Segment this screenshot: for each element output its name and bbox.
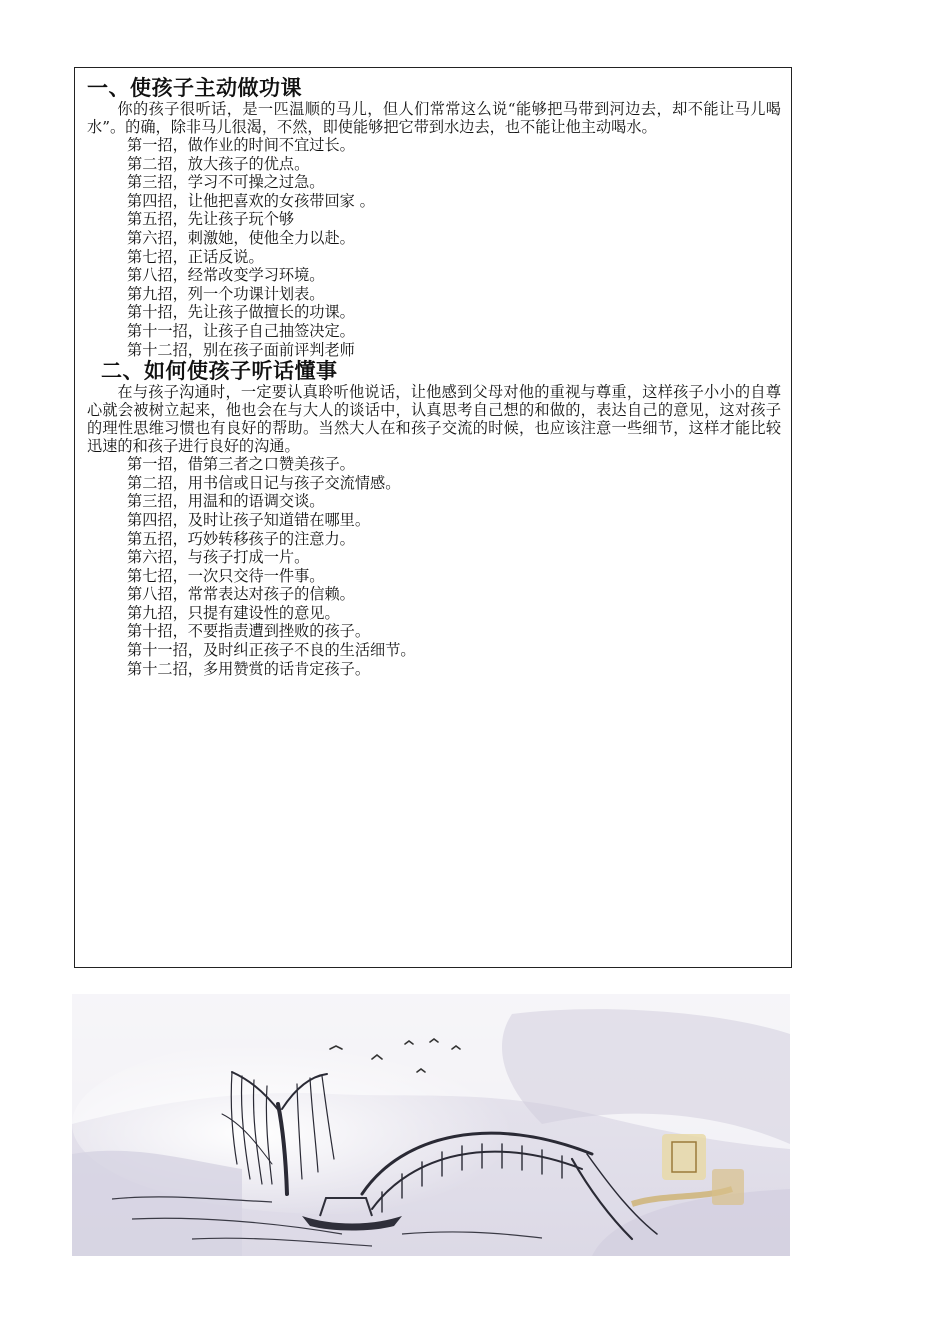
tip-item: 第一招，借第三者之口赞美孩子。 [127, 455, 355, 474]
tip-item: 第二招，用书信或日记与孩子交流情感。 [127, 473, 401, 492]
section1-title: 一、使孩子主动做功课 [87, 76, 302, 100]
tip-item: 第二招，放大孩子的优点。 [127, 154, 310, 173]
tip-item: 第四招，让他把喜欢的女孩带回家 。 [127, 191, 375, 210]
tip-item: 第十一招，及时纠正孩子不良的生活细节。 [127, 641, 416, 660]
tip-item: 第一招，做作业的时间不宜过长。 [127, 136, 355, 154]
tip-item: 第六招，与孩子打成一片。 [127, 548, 310, 567]
ink-landscape-image [72, 994, 790, 1256]
content-box [74, 67, 792, 968]
tip-item: 第七招，一次只交待一件事。 [127, 566, 325, 585]
tip-item: 第七招，正话反说。 [127, 247, 264, 266]
tip-item: 第四招，及时让孩子知道错在哪里。 [127, 510, 370, 529]
tip-item: 第十二招，多用赞赏的话肯定孩子。 [127, 659, 370, 678]
tip-item: 第八招，经常改变学习环境。 [127, 266, 325, 285]
tip-item: 第十一招，让孩子自己抽签决定。 [127, 321, 355, 340]
tip-item: 第五招，巧妙转移孩子的注意力。 [127, 529, 355, 548]
tip-item: 第五招，先让孩子玩个够 [127, 210, 295, 229]
tip-item: 第九招，只提有建设性的意见。 [127, 603, 340, 622]
tip-item: 第八招，常常表达对孩子的信赖。 [127, 585, 355, 604]
tip-item: 第六招，刺激她，使他全力以赴。 [127, 228, 355, 247]
section2-intro: 在与孩子沟通时，一定要认真聆听他说话，让他感到父母对他的重视与尊重，这样孩子小小的自尊心就会被树立起来，他也会在与大人的谈话中，认真思考自己想的和做的，表达自己的意见，这对孩子的理性思维习惯也有良好的帮助。当然大人在和孩子交流的时候，也应该注意一些细节，这样才能比较迅速的和孩子进行良好的沟通。 [87, 383, 781, 456]
section2-tips [87, 455, 781, 678]
tip-item: 第三招，用温和的语调交谈。 [127, 492, 325, 511]
tip-item: 第十招，不要指责遭到挫败的孩子。 [127, 622, 370, 641]
tip-item: 第十招，先让孩子做擅长的功课。 [127, 303, 355, 322]
section2-title: 二、如何使孩子听话懂事 [101, 359, 338, 384]
tip-item: 第三招，学习不可操之过急。 [127, 173, 325, 192]
tip-item: 第九招，列一个功课计划表。 [127, 284, 325, 303]
section1-tips [87, 136, 781, 359]
section1-intro: 你的孩子很听话，是一匹温顺的马儿，但人们常常这么说“能够把马带到河边去，却不能让马儿喝水”。的确，除非马儿很渴，不然，即使能够把它带到水边去，也不能让他主动喝水。 [87, 100, 781, 136]
tip-item: 第十二招，别在孩子面前评判老师 [127, 340, 355, 359]
